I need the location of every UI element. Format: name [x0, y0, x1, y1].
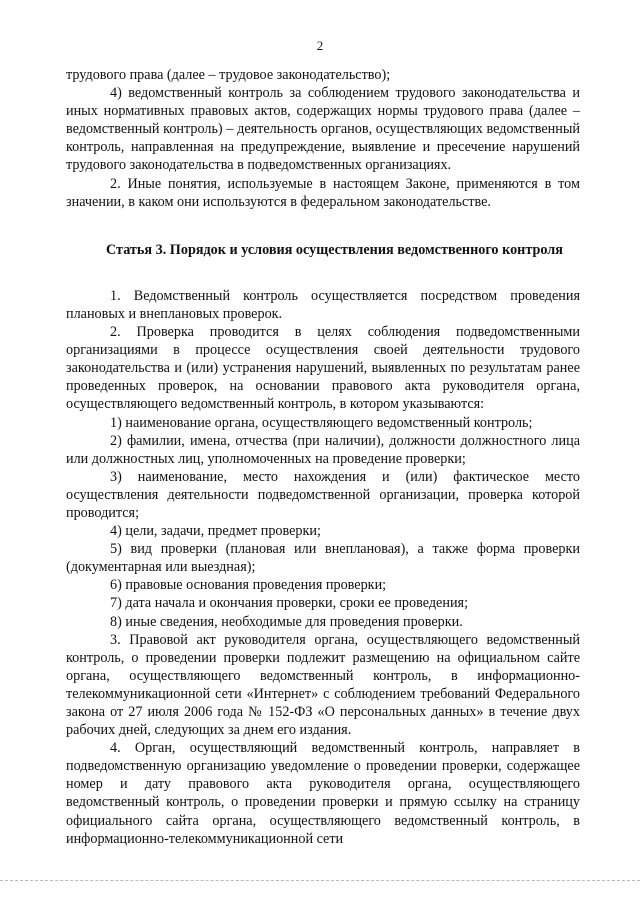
article-list-item: 6) правовые основания проведения проверки; [110, 577, 387, 594]
article-paragraph: 1. Ведомственный контроль осуществляется посредством проведения плановых и внеплановых проверок. [66, 287, 580, 322]
paragraph-definition-4: 4) ведомственный контроль за соблюдением трудового законодательства и иных нормативных правовых актов, содержащих нормы трудового права (далее – ведомственный контроль) – деятельность органов, осуществляющих ведомственный контроль, направленная на предупреждение, выявление и пресечение нарушений трудового законодательства в подведомственных организациях. [66, 85, 580, 174]
article-paragraph: 2. Проверка проводится в целях соблюдения подведомственными организациями в процессе осуществления своей деятельности трудового законодательства и (или) устранения нарушений, выявленных по результатам ранее проведенных проверок, на основании правового акта руководителя органа, осуществляющего ведомственный контроль, в котором указываются: [66, 324, 580, 413]
article-paragraph: 4. Орган, осуществляющий ведомственный контроль, направляет в подведомственную организацию уведомление о проведении проверки, содержащее номер и дату правового акта руководителя органа, осуществляющего ведомственный контроль, о проведении проверки и прямую ссылку на страницу официального сайта органа, осуществляющего ведомственный контроль, в информационно-телекоммуникационной сети [66, 740, 580, 847]
article-list-item: 4) цели, задачи, предмет проверки; [110, 523, 321, 540]
paragraph-clause-2: 2. Иные понятия, используемые в настоящем Законе, применяются в том значении, в каком они используются в федеральном законодательстве. [66, 175, 580, 210]
page-number: 2 [316, 38, 324, 53]
scan-edge-line [0, 880, 640, 883]
article-list-item: 2) фамилии, имена, отчества (при наличии), должности должностного лица или должностных лиц, уполномоченных на проведение проверки; [66, 432, 580, 467]
article-list-item: 3) наименование, место нахождения и (или) фактическое место осуществления деятельности подведомственной организации, проверка которой проводится; [66, 468, 580, 521]
paragraph-continuation: трудового права (далее – трудовое законодательство); [66, 67, 391, 83]
article-list-item: 1) наименование органа, осуществляющего ведомственный контроль; [110, 414, 533, 431]
article-title: Статья 3. Порядок и условия осуществления ведомственного контроля [106, 241, 563, 258]
article-list-item: 7) дата начала и окончания проверки, сроки ее проведения; [110, 595, 469, 612]
article-list-item: 8) иные сведения, необходимые для проведения проверки. [110, 613, 463, 630]
article-paragraph: 3. Правовой акт руководителя органа, осуществляющего ведомственный контроль, о проведении проверки подлежит размещению на официальном сайте органа, осуществляющего ведомственный контроль, в информационно-телекоммуникационной сети «Интернет» с соблюдением требований Федерального закона от 27 июля 2006 года № 152-ФЗ «О персональных данных» в течение двух рабочих дней, следующих за днем его издания. [66, 631, 580, 739]
article-list-item: 5) вид проверки (плановая или внеплановая), а также форма проверки (документарная или выездная); [66, 541, 580, 576]
document-body [66, 66, 580, 848]
